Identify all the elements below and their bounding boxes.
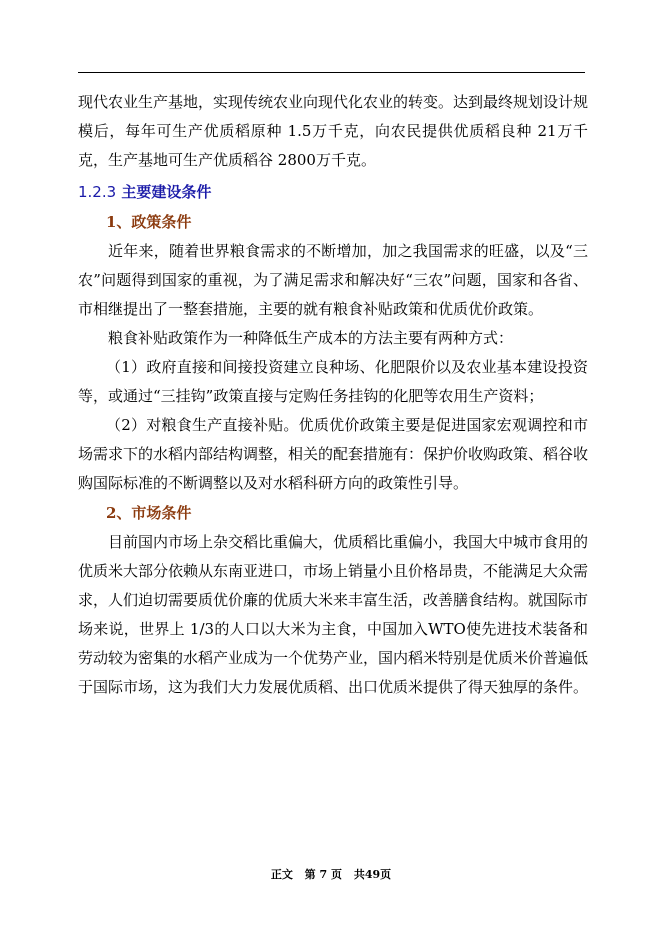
paragraph-policy: 近年来，随着世界粮食需求的不断增加，加之我国需求的旺盛，以及“三农”问题得到国家的重视，为了满足需求和解决好“三农”问题，国家和各省、市相继提出了一整套措施，主要的就有粮食补贴政策和优质优价政策。 (78, 242, 588, 318)
section-title: 主要建设条件 (121, 183, 212, 201)
footer-page-number: 第 7 页 (304, 868, 342, 881)
paragraph-item-1: （1）政府直接和间接投资建立良种场、化肥限价以及农业基本建设投资等，或通过“三挂钩”政策直接与定购任务挂钩的化肥等农用生产资料； (78, 358, 588, 405)
section-heading (78, 177, 588, 207)
footer-label: 正文 (270, 868, 293, 881)
page-footer (0, 866, 662, 882)
subheading-policy: 1、政策条件 (106, 213, 192, 231)
paragraph-intro: 现代农业生产基地，实现传统农业向现代化农业的转变。达到最终规划设计规模后，每年可生产优质稻原种 1.5万千克，向农民提供优质稻良种 21万千克，生产基地可生产优质稻谷 2800万千克。 (78, 93, 589, 169)
paragraph-item-2: （2）对粮食生产直接补贴。优质优价政策主要是促进国家宏观调控和市场需求下的水稻内部结构调整，相关的配套措施有：保护价收购政策、稻谷收购国际标准的不断调整以及对水稻科研方向的政策性引导。 (78, 416, 589, 492)
document-body (78, 88, 588, 702)
subheading-market: 2、市场条件 (106, 504, 192, 522)
paragraph-market: 目前国内市场上杂交稻比重偏大，优质稻比重偏小，我国大中城市食用的优质米大部分依赖从东南亚进口，市场上销量小且价格昂贵，不能满足大众需求，人们迫切需要质优价廉的优质大米来丰富生活，改善膳食结构。就国际市场来说，世界上 1/3的人口以大米为主食，中国加入WTO使先进技术装备和劳动较为密集的水稻产业成为一个优势产业，国内稻米特别是优质米价普遍低于国际市场，这为我们大力发展优质稻、出口优质米提供了得天独厚的条件。 (78, 533, 589, 696)
footer-total-pages: 共49页 (353, 868, 392, 881)
header-rule (78, 72, 585, 73)
section-number: 1.2.3 (78, 183, 117, 201)
paragraph-subsidy: 粮食补贴政策作为一种降低生产成本的方法主要有两种方式： (108, 329, 514, 347)
